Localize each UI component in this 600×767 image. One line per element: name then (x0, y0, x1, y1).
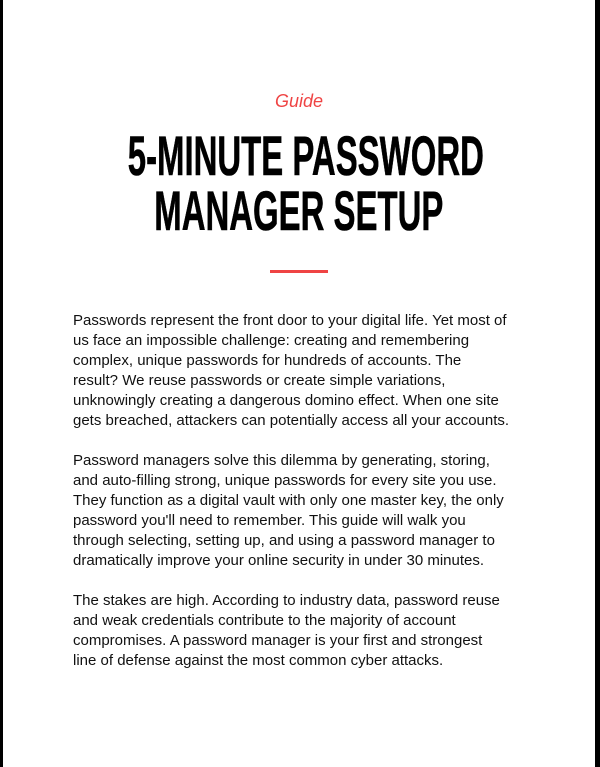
title-line-text: 5-MINUTE PASSWORD (127, 124, 484, 187)
text-line: password you'll need to remember. This guide will walk you (73, 512, 466, 529)
text-line: through selecting, setting up, and using a password manager to (73, 532, 495, 549)
text-line: dramatically improve your online security in under 30 minutes. (73, 552, 485, 569)
text-line: and auto-filling strong, unique passwords for every site you use. (73, 472, 497, 489)
text-line: compromises. A password manager is your first and strongest (73, 632, 483, 649)
text-line: complex, unique passwords for hundreds of accounts. The (73, 352, 462, 369)
title-line (3, 124, 595, 187)
text-line: result? We reuse passwords or create simple variations, (73, 372, 446, 389)
text-line: gets breached, attackers can potentially access all your accounts. (73, 412, 510, 429)
text-line: and weak credentials contribute to the majority of account (73, 612, 456, 629)
accent-divider (270, 270, 328, 273)
text-line: Passwords represent the front door to your digital life. Yet most of (73, 312, 507, 329)
text-line: line of defense against the most common cyber attacks. (73, 652, 444, 669)
paragraph-stakes (73, 591, 543, 671)
eyebrow-label: Guide (274, 91, 324, 111)
page-title (3, 124, 595, 242)
document-page (3, 0, 595, 767)
body-text (73, 311, 543, 691)
title-line (3, 179, 595, 242)
text-line: They function as a digital vault with only one master key, the only (73, 492, 504, 509)
text-line: us face an impossible challenge: creating and remembering (73, 332, 470, 349)
text-line: unknowingly creating a dangerous domino effect. When one site (73, 392, 499, 409)
text-line: Password managers solve this dilemma by generating, storing, (73, 452, 490, 469)
paragraph-solution (73, 451, 543, 571)
paragraph-intro (73, 311, 543, 431)
title-line-text: MANAGER SETUP (154, 179, 444, 242)
text-line: The stakes are high. According to industry data, password reuse (73, 592, 500, 609)
